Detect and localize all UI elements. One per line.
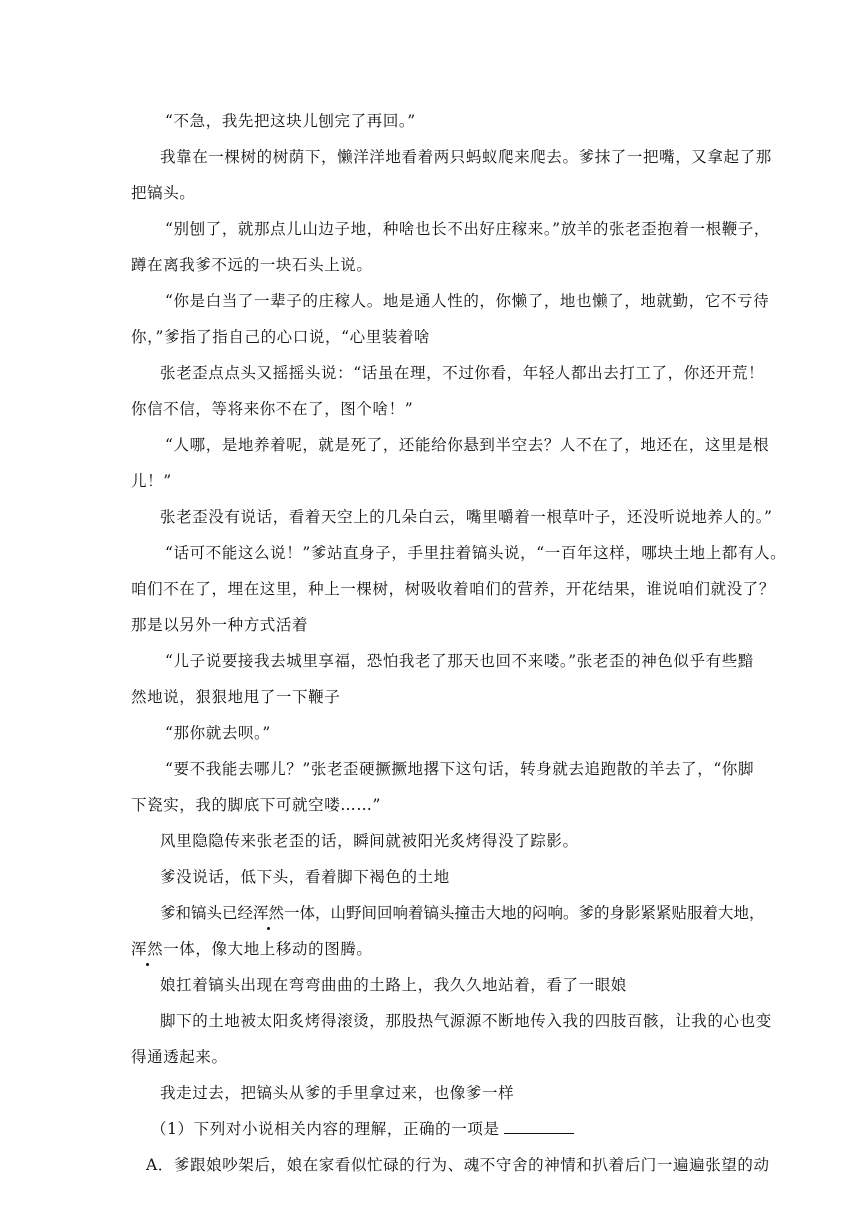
question-line xyxy=(151,1119,574,1139)
paragraph-line: 把镐头。 xyxy=(131,184,196,202)
paragraph-line: 张老歪没有说话，看着天空上的几朵白云，嘴里嚼着一根草叶子，还没听说地养人的。” xyxy=(160,508,773,526)
paragraph-line: “话可不能这么说！”爹站直身子，手里拄着镐头说，“一百年这样，哪块土地上都有人。 xyxy=(165,544,787,562)
emphasis-dotted-text: 浑然 xyxy=(131,940,164,958)
text-run: 一体 xyxy=(163,940,196,958)
text-run: ，山野间回响着镐头撞击大地的闷响。爹的身影紧紧贴服着大地， xyxy=(315,904,765,922)
paragraph-line: 风里隐隐传来张老歪的话，瞬间就被阳光炙烤得没了踪影。 xyxy=(160,832,579,850)
question-text: （1）下列对小说相关内容的理解，正确的一项是 xyxy=(151,1120,500,1138)
paragraph-line: 爹没说话，低下头，看着脚下褐色的土地 xyxy=(160,868,450,886)
paragraph-line: 下瓷实，我的脚底下可就空喽……” xyxy=(131,796,382,814)
paragraph-line-emphasis xyxy=(160,903,765,923)
paragraph-line: “儿子说要接我去城里享福，恐怕我老了那天也回不来喽。”张老歪的神色似乎有些黯 xyxy=(165,652,754,670)
paragraph-line: 张老歪点点头又摇摇头说：“话虽在理，不过你看，年轻人都出去打工了，你还开荒！ xyxy=(160,364,765,382)
paragraph-line: 娘扛着镐头出现在弯弯曲曲的土路上，我久久地站着，看了一眼娘 xyxy=(160,976,627,994)
answer-blank xyxy=(504,1119,574,1134)
text-run: ，像大地上移动的图腾。 xyxy=(195,940,373,958)
paragraph-line: 蹲在离我爹不远的一块石头上说。 xyxy=(131,256,373,274)
paragraph-line: “那你就去呗。” xyxy=(165,724,271,742)
paragraph-line-emphasis xyxy=(131,939,373,959)
paragraph-line: 那是以另外一种方式活着 xyxy=(131,616,309,634)
option-a-line: A．爹跟娘吵架后，娘在家看似忙碌的行为、魂不守舍的神情和扒着后门一遍遍张望的动 xyxy=(146,1156,770,1174)
paragraph-line: 得通透起来。 xyxy=(131,1048,228,1066)
text-run: 一体 xyxy=(284,904,316,922)
emphasis-dotted-text: 浑然 xyxy=(253,904,285,922)
paragraph-line: 脚下的土地被太阳炙烤得滚烫，那股热气源源不断地传入我的四肢百骸，让我的心也变 xyxy=(160,1012,772,1030)
paragraph-line: 然地说，狠狠地甩了一下鞭子 xyxy=(131,688,341,706)
paragraph-line: 我走过去，把镐头从爹的手里拿过来，也像爹一样 xyxy=(160,1084,515,1102)
paragraph-line: “要不我能去哪儿？”张老歪硬撅撅地撂下这句话，转身就去追跑散的羊去了，“你脚 xyxy=(165,760,755,778)
paragraph-line: 儿！” xyxy=(131,472,172,490)
paragraph-line: “你是白当了一辈子的庄稼人。地是通人性的，你懒了，地也懒了，地就勤，它不亏待 xyxy=(165,292,770,310)
paragraph-line: “别刨了，就那点儿山边子地，种啥也长不出好庄稼来。”放羊的张老歪抱着一根鞭子， xyxy=(165,220,771,238)
paragraph-line: 我靠在一棵树的树荫下，懒洋洋地看着两只蚂蚁爬来爬去。爹抹了一把嘴，又拿起了那 xyxy=(160,148,772,166)
paragraph-line: 你，”爹指了指自己的心口说，“心里装着啥 xyxy=(131,328,431,346)
paragraph-line: “人哪，是地养着呢，就是死了，还能给你悬到半空去？人不在了，地还在，这里是根 xyxy=(165,436,770,454)
paragraph-line: 你信不信，等将来你不在了，图个啥！” xyxy=(131,400,414,418)
text-run: 爹和镐头已经 xyxy=(160,904,254,922)
paragraph-line: “不急，我先把这块儿刨完了再回。” xyxy=(165,112,416,130)
paragraph-line: 咱们不在了，埋在这里，种上一棵树，树吸收着咱们的营养，开花结果，谁说咱们就没了？ xyxy=(131,580,776,598)
